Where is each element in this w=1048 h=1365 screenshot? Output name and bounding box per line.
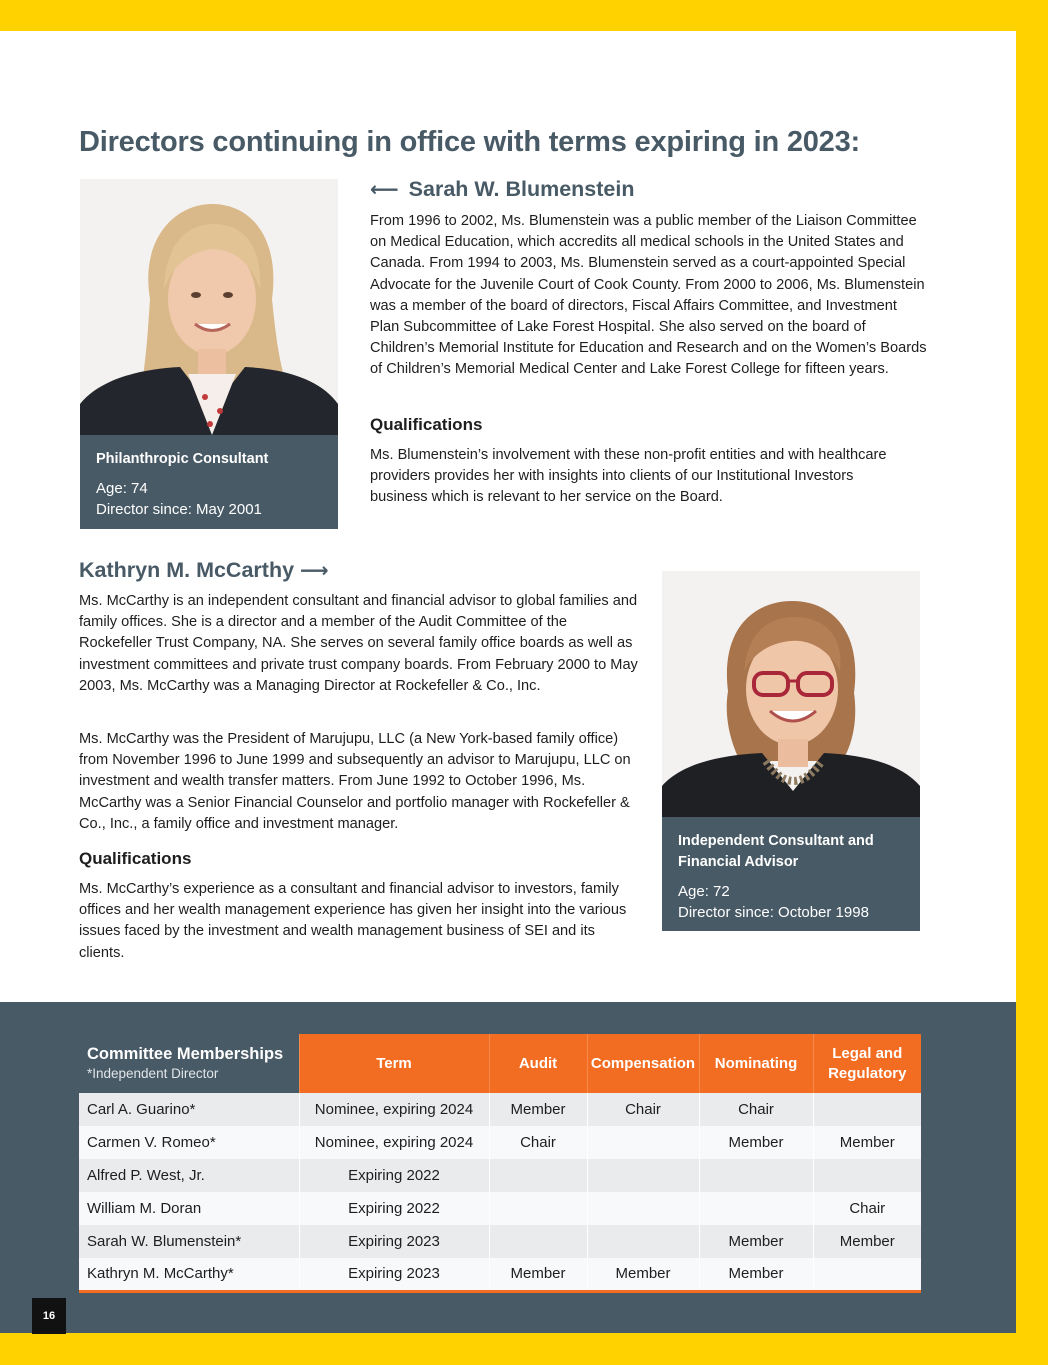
arrow-left-icon: ⟵ <box>370 179 399 201</box>
arrow-right-icon: ⟶ <box>300 560 329 582</box>
table-row <box>79 1126 921 1159</box>
cell-nominating: Member <box>699 1225 813 1258</box>
cell-nominating: Chair <box>699 1093 813 1126</box>
qualifications-text: Ms. Blumenstein’s involvement with these non-profit entities and with healthcare providers provides her with insights into clients of our Institutional Investors business which is relevant to her service on the Board. <box>370 447 887 506</box>
cell-audit <box>489 1159 587 1192</box>
table-title-cell <box>79 1034 299 1093</box>
qualifications-heading: Qualifications <box>370 415 483 434</box>
cell-legal: Member <box>813 1126 921 1159</box>
section-title: Directors continuing in office with terms expiring in 2023: <box>79 126 860 158</box>
director-bio-paragraph-2: Ms. McCarthy was the President of Marujupu, LLC (a New York-based family office) from November 1996 to June 1999 and subsequently an advisor to Marujupu, LLC on investment and wealth transfer matters. From June 1992 to October 1996, Ms. McCarthy was a Senior Financial Counselor and portfolio manager with Rockefeller & Co., Inc., a family office and investment manager. <box>79 731 631 832</box>
page-number: 16 <box>32 1298 66 1334</box>
table-subtitle: *Independent Director <box>87 1065 219 1081</box>
cell-compensation <box>587 1159 699 1192</box>
cell-legal <box>813 1093 921 1126</box>
cell-compensation <box>587 1225 699 1258</box>
director-name-text: Kathryn M. McCarthy <box>79 558 295 582</box>
cell-term: Nominee, expiring 2024 <box>299 1126 489 1159</box>
column-header-compensation: Compensation <box>587 1034 699 1093</box>
cell-legal <box>813 1159 921 1192</box>
director-name-blumenstein <box>370 177 634 202</box>
cell-nominating: Member <box>699 1126 813 1159</box>
table-row <box>79 1192 921 1225</box>
cell-compensation <box>587 1192 699 1225</box>
director-name-text: Sarah W. Blumenstein <box>408 177 635 201</box>
director-since: Director since: October 1998 <box>678 904 869 921</box>
director-role: Independent Consultant and Financial Advisor <box>678 833 874 870</box>
cell-term: Expiring 2022 <box>299 1192 489 1225</box>
table-header-row <box>79 1034 921 1093</box>
cell-compensation: Chair <box>587 1093 699 1126</box>
cell-legal: Chair <box>813 1192 921 1225</box>
cell-name: William M. Doran <box>79 1192 299 1225</box>
cell-legal: Member <box>813 1225 921 1258</box>
column-header-audit: Audit <box>489 1034 587 1093</box>
director-card-mccarthy <box>662 817 920 931</box>
cell-nominating: Member <box>699 1258 813 1291</box>
table-title: Committee Memberships <box>87 1044 284 1063</box>
cell-name: Kathryn M. McCarthy* <box>79 1258 299 1291</box>
director-age: Age: 74 <box>96 480 148 497</box>
director-bio: From 1996 to 2002, Ms. Blumenstein was a public member of the Liaison Committee on Medical Education, which accredits all medical schools in the United States and Canada. From 1994 to 2003, Ms. Blumenstein served as a court-appointed Special Advocate for the Juvenile Court of Cook County. From 2000 to 2006, Ms. Blumenstein was a member of the board of directors, Fiscal Affairs Committee, and Investment Plan Subcommittee of Lake Forest Hospital. She also served on the board of Children’s Memorial Institute for Education and Research and on the Women’s Boards of Children’s Memorial Medical Center and Lake Forest College for fifteen years. <box>370 213 927 378</box>
cell-audit: Chair <box>489 1126 587 1159</box>
director-age: Age: 72 <box>678 883 730 900</box>
table-row <box>79 1093 921 1126</box>
column-header-term: Term <box>299 1034 489 1093</box>
cell-term: Expiring 2023 <box>299 1225 489 1258</box>
director-photo-blumenstein <box>80 179 338 435</box>
qualifications-text: Ms. McCarthy’s experience as a consultant and financial advisor to investors, family offices and her wealth management experience has given her insight into the various issues faced by the investment and wealth management business of SEI and its clients. <box>79 881 627 961</box>
cell-term: Expiring 2022 <box>299 1159 489 1192</box>
cell-name: Carl A. Guarino* <box>79 1093 299 1126</box>
cell-name: Sarah W. Blumenstein* <box>79 1225 299 1258</box>
director-card-blumenstein <box>80 435 338 529</box>
director-name-mccarthy <box>79 558 329 583</box>
director-role: Philanthropic Consultant <box>96 451 269 467</box>
cell-name: Alfred P. West, Jr. <box>79 1159 299 1192</box>
cell-term: Expiring 2023 <box>299 1258 489 1291</box>
cell-audit: Member <box>489 1093 587 1126</box>
director-bio-paragraph-1: Ms. McCarthy is an independent consultant and financial advisor to global families and family offices. She is a director and a member of the Audit Committee of the Rockefeller Trust Company, NA. She serves on several family office boards as well as investment committees and private trust company boards. From February 2000 to May 2003, Ms. McCarthy was a Managing Director at Rockefeller & Co., Inc. <box>79 593 638 694</box>
page <box>0 31 1016 1333</box>
committee-band <box>0 1002 1016 1333</box>
director-photo-mccarthy <box>662 571 920 817</box>
cell-compensation: Member <box>587 1258 699 1291</box>
cell-audit <box>489 1225 587 1258</box>
committee-table <box>79 1034 921 1293</box>
cell-audit: Member <box>489 1258 587 1291</box>
column-header-nominating: Nominating <box>699 1034 813 1093</box>
director-since: Director since: May 2001 <box>96 501 262 518</box>
qualifications-heading: Qualifications <box>79 849 192 868</box>
table-row <box>79 1258 921 1291</box>
table-row <box>79 1225 921 1258</box>
table-row <box>79 1159 921 1192</box>
cell-nominating <box>699 1159 813 1192</box>
cell-nominating <box>699 1192 813 1225</box>
cell-compensation <box>587 1126 699 1159</box>
cell-name: Carmen V. Romeo* <box>79 1126 299 1159</box>
cell-audit <box>489 1192 587 1225</box>
cell-term: Nominee, expiring 2024 <box>299 1093 489 1126</box>
column-header-legal: Legal and Regulatory <box>813 1034 921 1093</box>
cell-legal <box>813 1258 921 1291</box>
